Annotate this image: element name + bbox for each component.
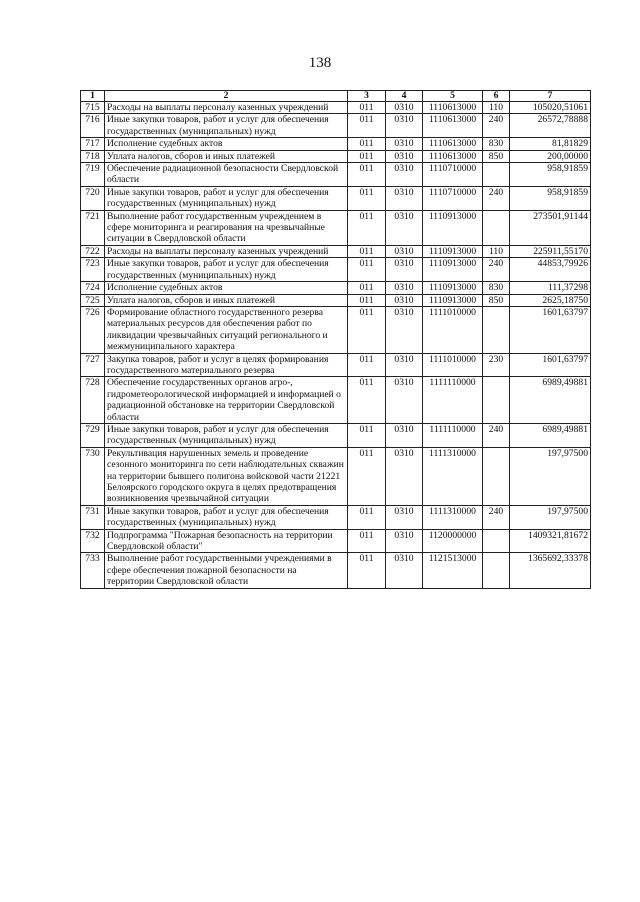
expense-type-code: 830 bbox=[483, 138, 510, 150]
table-header bbox=[81, 91, 591, 102]
expense-name: Расходы на выплаты персоналу казенных учреждений bbox=[105, 102, 348, 114]
amount: 958,91859 bbox=[510, 186, 591, 210]
expense-type-code bbox=[483, 163, 510, 187]
row-number: 717 bbox=[81, 138, 105, 150]
row-number: 723 bbox=[81, 258, 105, 282]
expense-type-code: 850 bbox=[483, 294, 510, 306]
ministry-code: 011 bbox=[348, 423, 386, 447]
expense-name: Уплата налогов, сборов и иных платежей bbox=[105, 294, 348, 306]
table-body bbox=[81, 102, 591, 589]
amount: 2625,18750 bbox=[510, 294, 591, 306]
target-article-code: 1110613000 bbox=[423, 150, 483, 162]
expense-name: Иные закупки товаров, работ и услуг для обеспечения государственных (муниципальных) нужд bbox=[105, 258, 348, 282]
amount: 225911,55170 bbox=[510, 245, 591, 257]
expense-name: Иные закупки товаров, работ и услуг для обеспечения государственных (муниципальных) нужд bbox=[105, 423, 348, 447]
amount: 273501,91144 bbox=[510, 210, 591, 245]
amount: 1409321,81672 bbox=[510, 529, 591, 553]
ministry-code: 011 bbox=[348, 353, 386, 377]
table-row bbox=[81, 447, 591, 505]
row-number: 719 bbox=[81, 163, 105, 187]
target-article-code: 1111310000 bbox=[423, 505, 483, 529]
expense-type-code: 230 bbox=[483, 353, 510, 377]
target-article-code: 1111010000 bbox=[423, 353, 483, 377]
ministry-code: 011 bbox=[348, 505, 386, 529]
row-number: 715 bbox=[81, 102, 105, 114]
row-number: 729 bbox=[81, 423, 105, 447]
row-number: 716 bbox=[81, 114, 105, 138]
expense-name: Расходы на выплаты персоналу казенных учреждений bbox=[105, 245, 348, 257]
section-code: 0310 bbox=[386, 163, 423, 187]
amount: 197,97500 bbox=[510, 447, 591, 505]
amount: 1601,63797 bbox=[510, 306, 591, 353]
expense-name: Выполнение работ государственным учреждением в сфере мониторинга и реагирования на чрезвычайные ситуации в Свердловской области bbox=[105, 210, 348, 245]
ministry-code: 011 bbox=[348, 282, 386, 294]
section-code: 0310 bbox=[386, 102, 423, 114]
expense-type-code: 240 bbox=[483, 186, 510, 210]
expense-name: Обеспечение радиационной безопасности Свердловской области bbox=[105, 163, 348, 187]
target-article-code: 1111110000 bbox=[423, 377, 483, 424]
row-number: 722 bbox=[81, 245, 105, 257]
table-row bbox=[81, 353, 591, 377]
section-code: 0310 bbox=[386, 377, 423, 424]
ministry-code: 011 bbox=[348, 447, 386, 505]
expense-type-code bbox=[483, 529, 510, 553]
row-number: 727 bbox=[81, 353, 105, 377]
expense-name: Закупка товаров, работ и услуг в целях формирования государственного материального резерва bbox=[105, 353, 348, 377]
table-row bbox=[81, 529, 591, 553]
ministry-code: 011 bbox=[348, 553, 386, 588]
table-row bbox=[81, 186, 591, 210]
expense-name: Выполнение работ государственными учреждениями в сфере обеспечения пожарной безопасности на территории Свердловской области bbox=[105, 553, 348, 588]
table-row bbox=[81, 138, 591, 150]
expense-name: Формирование областного государственного резерва материальных ресурсов для обеспечения работ по ликвидации чрезвычайных ситуаций регионального и межмуниципального характера bbox=[105, 306, 348, 353]
column-header-2: 2 bbox=[105, 91, 348, 102]
table-row bbox=[81, 306, 591, 353]
amount: 111,37298 bbox=[510, 282, 591, 294]
amount: 958,91859 bbox=[510, 163, 591, 187]
target-article-code: 1110710000 bbox=[423, 163, 483, 187]
expense-name: Подпрограмма "Пожарная безопасность на территории Свердловской области" bbox=[105, 529, 348, 553]
target-article-code: 1111310000 bbox=[423, 447, 483, 505]
table-row bbox=[81, 102, 591, 114]
expense-type-code: 850 bbox=[483, 150, 510, 162]
expense-type-code: 110 bbox=[483, 245, 510, 257]
row-number: 718 bbox=[81, 150, 105, 162]
row-number: 726 bbox=[81, 306, 105, 353]
target-article-code: 1110913000 bbox=[423, 282, 483, 294]
column-header-7: 7 bbox=[510, 91, 591, 102]
amount: 6989,49881 bbox=[510, 377, 591, 424]
column-header-5: 5 bbox=[423, 91, 483, 102]
table-row bbox=[81, 258, 591, 282]
table-row bbox=[81, 423, 591, 447]
section-code: 0310 bbox=[386, 138, 423, 150]
expense-name: Иные закупки товаров, работ и услуг для обеспечения государственных (муниципальных) нужд bbox=[105, 114, 348, 138]
ministry-code: 011 bbox=[348, 306, 386, 353]
ministry-code: 011 bbox=[348, 186, 386, 210]
table-row bbox=[81, 163, 591, 187]
target-article-code: 1111110000 bbox=[423, 423, 483, 447]
ministry-code: 011 bbox=[348, 210, 386, 245]
row-number: 728 bbox=[81, 377, 105, 424]
section-code: 0310 bbox=[386, 353, 423, 377]
ministry-code: 011 bbox=[348, 114, 386, 138]
ministry-code: 011 bbox=[348, 529, 386, 553]
expense-name: Уплата налогов, сборов и иных платежей bbox=[105, 150, 348, 162]
table-row bbox=[81, 553, 591, 588]
expense-type-code: 240 bbox=[483, 423, 510, 447]
section-code: 0310 bbox=[386, 505, 423, 529]
amount: 1601,63797 bbox=[510, 353, 591, 377]
expense-type-code: 240 bbox=[483, 505, 510, 529]
table-row bbox=[81, 377, 591, 424]
section-code: 0310 bbox=[386, 186, 423, 210]
ministry-code: 011 bbox=[348, 377, 386, 424]
row-number: 720 bbox=[81, 186, 105, 210]
table-row bbox=[81, 150, 591, 162]
expense-type-code bbox=[483, 306, 510, 353]
amount: 105020,51061 bbox=[510, 102, 591, 114]
amount: 44853,79926 bbox=[510, 258, 591, 282]
section-code: 0310 bbox=[386, 258, 423, 282]
expense-type-code: 830 bbox=[483, 282, 510, 294]
target-article-code: 1110913000 bbox=[423, 294, 483, 306]
amount: 197,97500 bbox=[510, 505, 591, 529]
amount: 6989,49881 bbox=[510, 423, 591, 447]
table-row bbox=[81, 210, 591, 245]
ministry-code: 011 bbox=[348, 245, 386, 257]
section-code: 0310 bbox=[386, 282, 423, 294]
table-row bbox=[81, 505, 591, 529]
row-number: 721 bbox=[81, 210, 105, 245]
target-article-code: 1121513000 bbox=[423, 553, 483, 588]
table-row bbox=[81, 282, 591, 294]
column-header-4: 4 bbox=[386, 91, 423, 102]
section-code: 0310 bbox=[386, 306, 423, 353]
expense-type-code bbox=[483, 210, 510, 245]
section-code: 0310 bbox=[386, 150, 423, 162]
amount: 81,81829 bbox=[510, 138, 591, 150]
section-code: 0310 bbox=[386, 553, 423, 588]
expense-type-code: 110 bbox=[483, 102, 510, 114]
column-header-6: 6 bbox=[483, 91, 510, 102]
expense-type-code: 240 bbox=[483, 114, 510, 138]
row-number: 731 bbox=[81, 505, 105, 529]
target-article-code: 1111010000 bbox=[423, 306, 483, 353]
expense-name: Иные закупки товаров, работ и услуг для обеспечения государственных (муниципальных) нужд bbox=[105, 505, 348, 529]
column-header-1: 1 bbox=[81, 91, 105, 102]
target-article-code: 1120000000 bbox=[423, 529, 483, 553]
expense-name: Исполнение судебных актов bbox=[105, 138, 348, 150]
amount: 200,00000 bbox=[510, 150, 591, 162]
expense-name: Обеспечение государственных органов агро-, гидрометеорологической информацией и информацией о радиационной обстановке на территории Свердловской области bbox=[105, 377, 348, 424]
expense-type-code bbox=[483, 377, 510, 424]
expense-name: Исполнение судебных актов bbox=[105, 282, 348, 294]
section-code: 0310 bbox=[386, 447, 423, 505]
ministry-code: 011 bbox=[348, 102, 386, 114]
amount: 26572,78888 bbox=[510, 114, 591, 138]
target-article-code: 1110913000 bbox=[423, 210, 483, 245]
table-row bbox=[81, 294, 591, 306]
expense-type-code bbox=[483, 553, 510, 588]
section-code: 0310 bbox=[386, 210, 423, 245]
target-article-code: 1110913000 bbox=[423, 245, 483, 257]
budget-table bbox=[80, 90, 591, 589]
expense-name: Иные закупки товаров, работ и услуг для обеспечения государственных (муниципальных) нужд bbox=[105, 186, 348, 210]
expense-name: Рекультивация нарушенных земель и проведение сезонного мониторинга по сети наблюдательных скважин на территории бывшего полигона войсковой части 21221 Белоярского городского округа в целях предотвращения возникновения чрезвычайной ситуации bbox=[105, 447, 348, 505]
ministry-code: 011 bbox=[348, 294, 386, 306]
ministry-code: 011 bbox=[348, 258, 386, 282]
row-number: 725 bbox=[81, 294, 105, 306]
section-code: 0310 bbox=[386, 245, 423, 257]
row-number: 724 bbox=[81, 282, 105, 294]
section-code: 0310 bbox=[386, 423, 423, 447]
ministry-code: 011 bbox=[348, 163, 386, 187]
row-number: 730 bbox=[81, 447, 105, 505]
section-code: 0310 bbox=[386, 114, 423, 138]
ministry-code: 011 bbox=[348, 150, 386, 162]
column-header-3: 3 bbox=[348, 91, 386, 102]
amount: 1365692,33378 bbox=[510, 553, 591, 588]
target-article-code: 1110613000 bbox=[423, 114, 483, 138]
row-number: 732 bbox=[81, 529, 105, 553]
table-row bbox=[81, 245, 591, 257]
target-article-code: 1110913000 bbox=[423, 258, 483, 282]
page-number: 138 bbox=[308, 55, 332, 71]
row-number: 733 bbox=[81, 553, 105, 588]
expense-type-code: 240 bbox=[483, 258, 510, 282]
target-article-code: 1110613000 bbox=[423, 138, 483, 150]
section-code: 0310 bbox=[386, 294, 423, 306]
section-code: 0310 bbox=[386, 529, 423, 553]
ministry-code: 011 bbox=[348, 138, 386, 150]
table-row bbox=[81, 114, 591, 138]
expense-type-code bbox=[483, 447, 510, 505]
target-article-code: 1110613000 bbox=[423, 102, 483, 114]
target-article-code: 1110710000 bbox=[423, 186, 483, 210]
